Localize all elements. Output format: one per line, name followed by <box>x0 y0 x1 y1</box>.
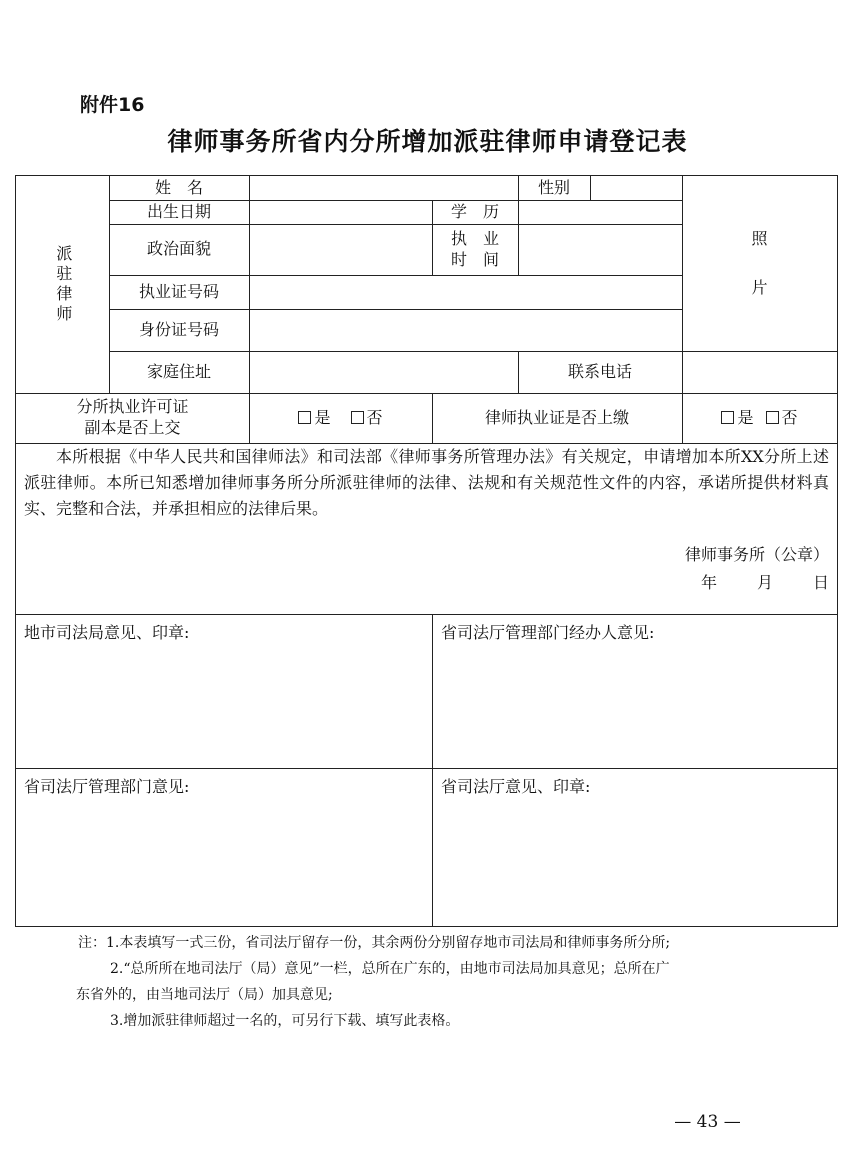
license-submitted-no[interactable] <box>766 408 798 429</box>
copy-submitted-no[interactable] <box>351 408 383 429</box>
address-field[interactable] <box>249 351 518 393</box>
name-field[interactable] <box>249 176 518 200</box>
city-bureau-opinion-label: 地市司法局意见、印章: <box>24 623 190 642</box>
note-line-1: 注：1.本表填写一式三份，省司法厅留存一份，其余两份分别留存地市司法局和律师事务所分所; <box>78 935 671 951</box>
notes <box>78 930 778 1034</box>
address-label: 家庭住址 <box>146 361 211 381</box>
attachment-label: 附件16 <box>80 94 145 116</box>
no-label: 否 <box>781 407 798 427</box>
date-month: 月 <box>756 573 773 592</box>
phone-label: 联系电话 <box>567 361 632 381</box>
checkbox-icon <box>298 411 311 424</box>
phone-field[interactable] <box>682 351 837 393</box>
photo-label-2: 片 <box>751 277 768 297</box>
license-submitted-yes[interactable] <box>721 408 753 429</box>
province-opinion-label: 省司法厅意见、印章: <box>441 777 591 796</box>
checkbox-icon <box>766 411 779 424</box>
section-label: 派驻律师 <box>53 244 73 325</box>
practice-time-label-line2: 时 间 <box>450 249 499 269</box>
seal-label: 律师事务所（公章） <box>684 545 829 564</box>
photo-box <box>682 176 837 351</box>
name-label: 姓 名 <box>154 177 203 197</box>
gender-field[interactable] <box>590 176 682 200</box>
date-day: 日 <box>812 573 829 592</box>
copy-submitted-options <box>249 393 432 443</box>
page-title: 律师事务所省内分所增加派驻律师申请登记表 <box>167 127 688 156</box>
education-label: 学 历 <box>450 201 499 221</box>
practice-time-label <box>432 224 518 275</box>
yes-label: 是 <box>314 407 331 427</box>
birth-label: 出生日期 <box>146 201 211 221</box>
photo-label-1: 照 <box>751 228 768 248</box>
declaration-text: 本所根据《中华人民共和国律师法》和司法部《律师事务所管理办法》有关规定，申请增加本所XX分所上述派驻律师。本所已知悉增加律师事务所分所派驻律师的法律、法规和有关规范性文件的内容，承诺所提供材料真实、完整和合法，并承担相应的法律后果。 <box>24 447 829 518</box>
note-line-3: 东省外的，由当地司法厅（局）加具意见; <box>76 987 333 1003</box>
license-no-field[interactable] <box>249 275 682 309</box>
practice-time-field[interactable] <box>518 224 682 275</box>
checkbox-icon <box>721 411 734 424</box>
date-line <box>701 570 829 593</box>
id-no-field[interactable] <box>249 309 682 351</box>
note-line-4: 3.增加派驻律师超过一名的，可另行下载、填写此表格。 <box>110 1013 460 1029</box>
checkbox-icon <box>351 411 364 424</box>
license-submitted-label: 律师执业证是否上缴 <box>484 407 629 427</box>
no-label: 否 <box>366 407 383 427</box>
copy-submitted-label <box>16 393 249 443</box>
license-no-label: 执业证号码 <box>138 281 219 301</box>
license-submitted-options <box>682 393 837 443</box>
yes-label: 是 <box>737 407 754 427</box>
copy-submitted-label-line2: 副本是否上交 <box>84 418 181 437</box>
birth-field[interactable] <box>249 200 432 224</box>
education-field[interactable] <box>518 200 682 224</box>
political-field[interactable] <box>249 224 432 275</box>
handler-opinion-label: 省司法厅管理部门经办人意见: <box>441 623 655 642</box>
practice-time-label-line1: 执 业 <box>450 228 499 248</box>
gender-label: 性别 <box>537 177 570 197</box>
copy-submitted-yes[interactable] <box>298 408 330 429</box>
note-line-2: 2.“总所所在地司法厅（局）意见”一栏，总所在广东的，由地市司法局加具意见；总所在广 <box>110 961 670 977</box>
political-label: 政治面貌 <box>146 239 211 259</box>
copy-submitted-label-line1: 分所执业许可证 <box>76 397 189 417</box>
dept-opinion-label: 省司法厅管理部门意见: <box>24 777 190 796</box>
date-year: 年 <box>700 573 717 592</box>
registration-form <box>15 175 838 927</box>
page-number: — 43 — <box>674 1112 741 1132</box>
id-no-label: 身份证号码 <box>138 319 219 339</box>
